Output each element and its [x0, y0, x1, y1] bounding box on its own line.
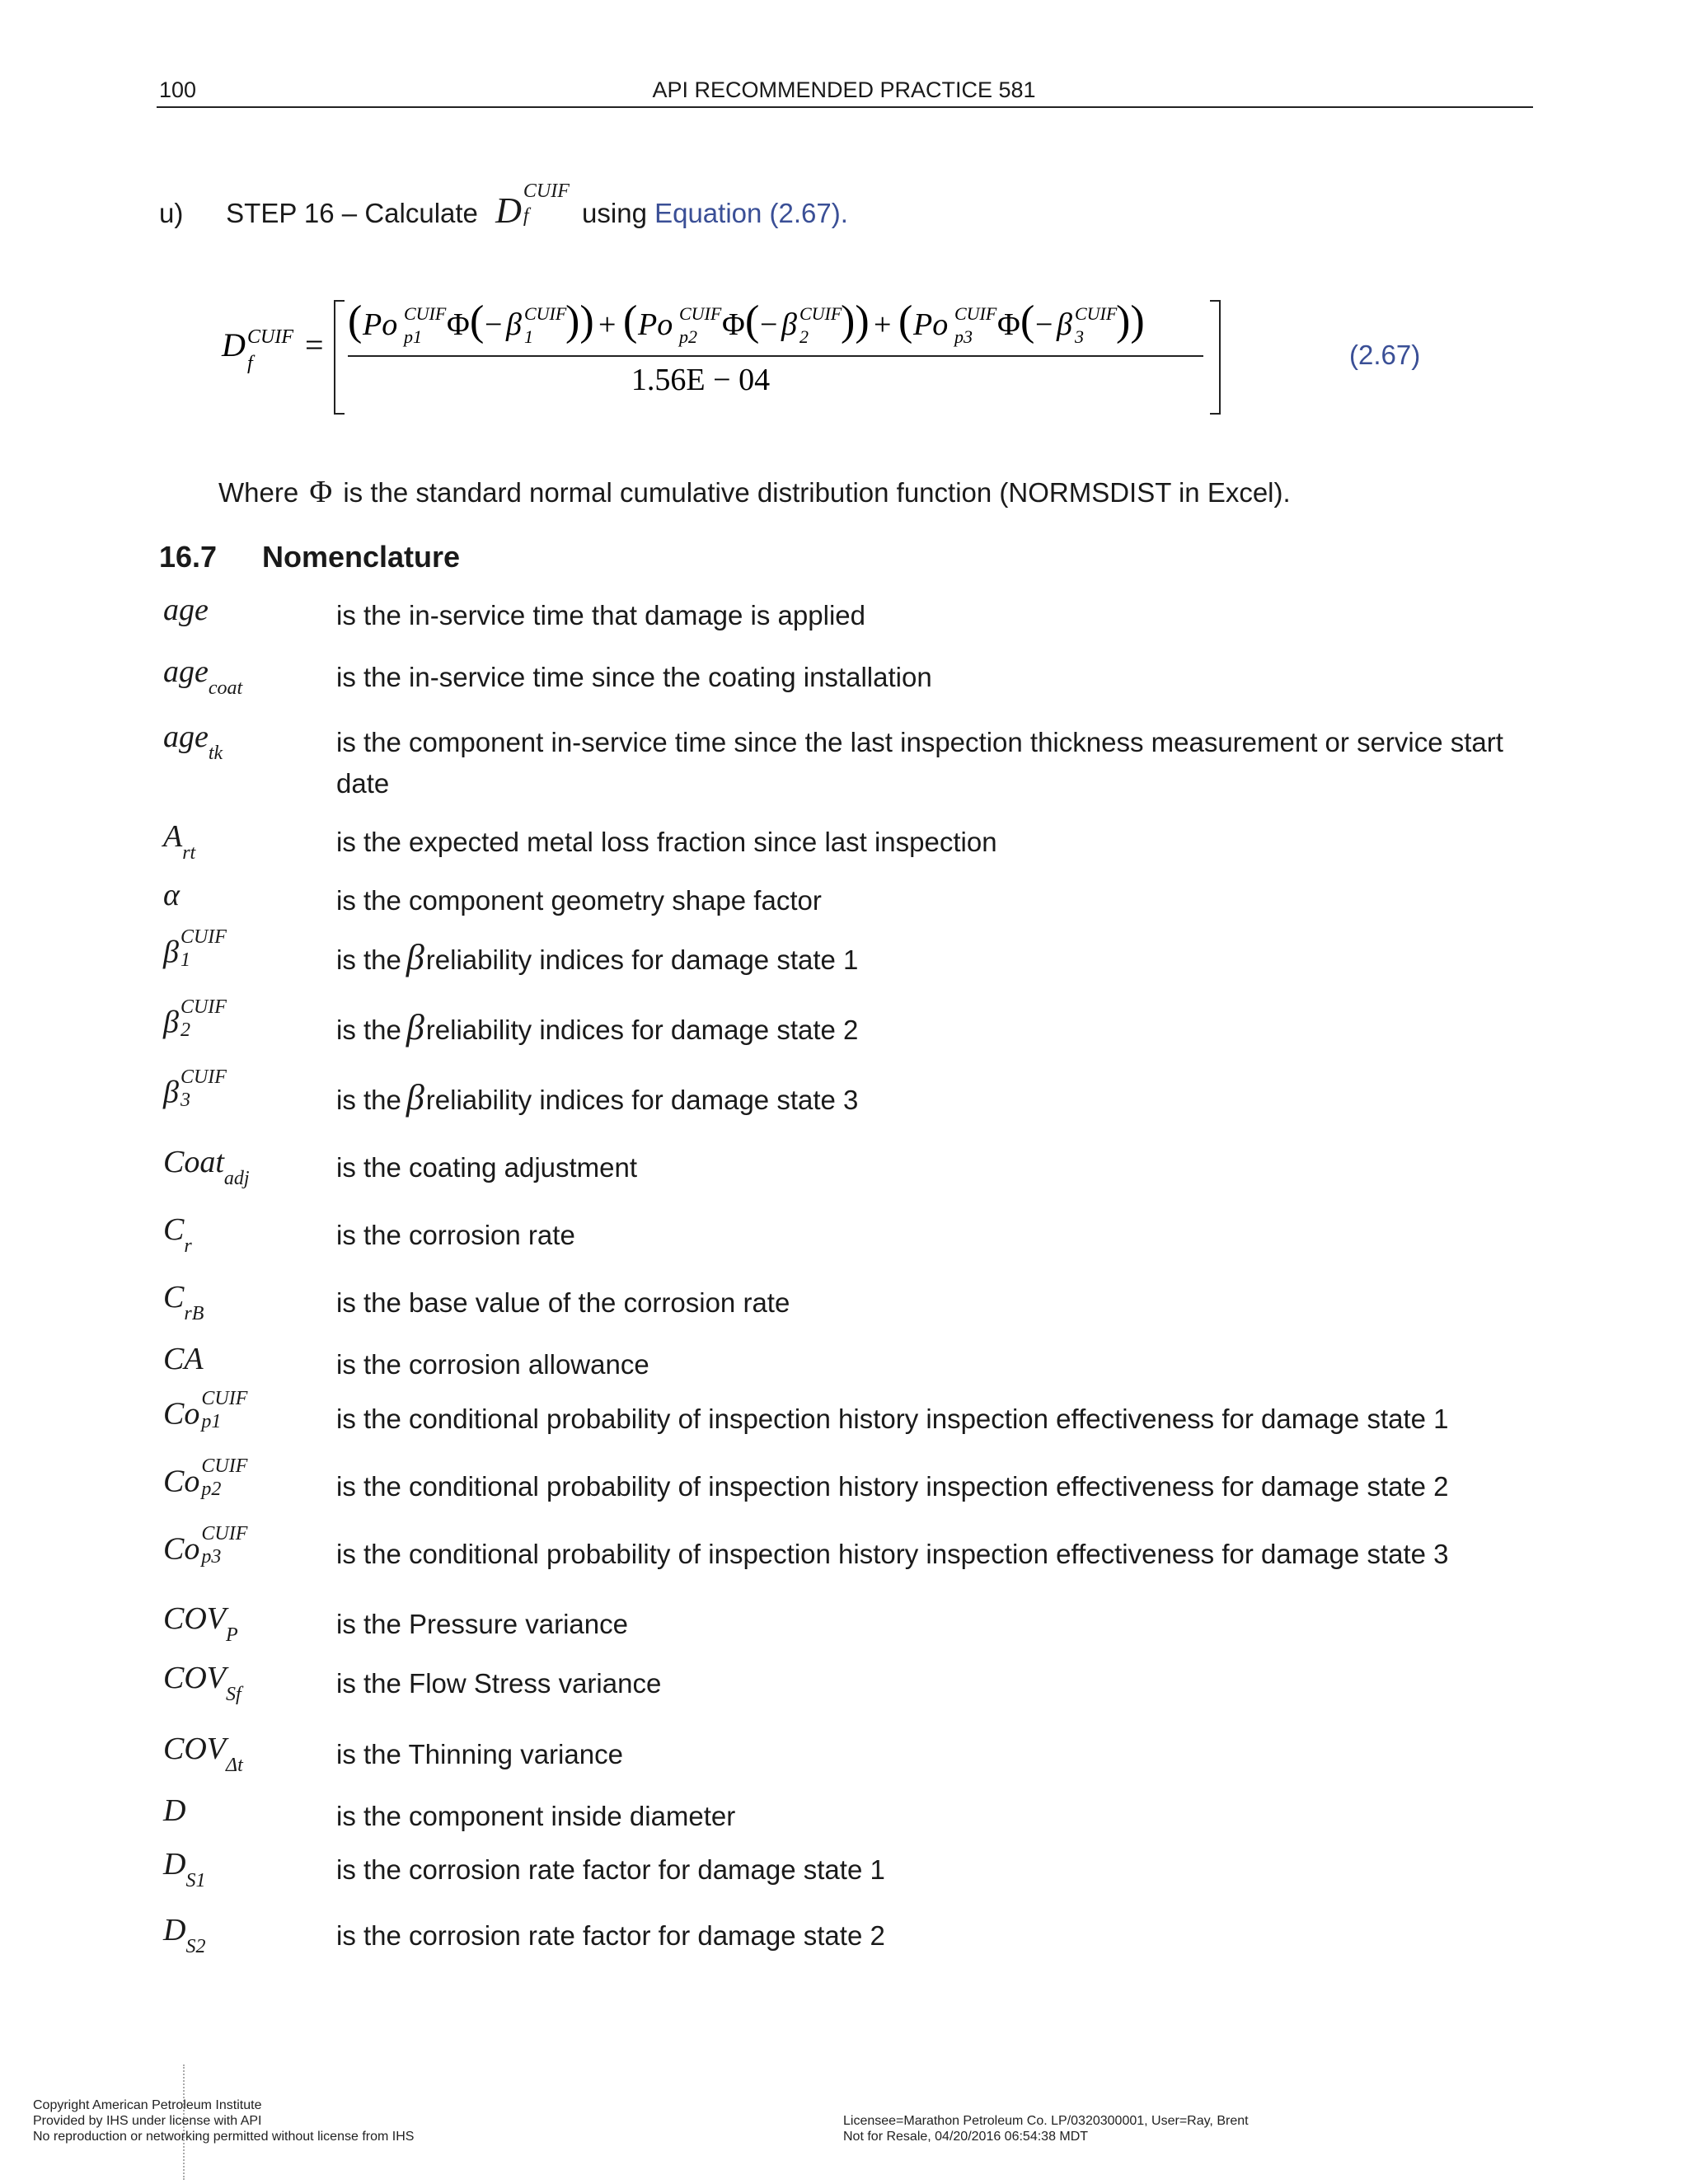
symbol-base: A: [163, 819, 183, 854]
nomenclature-symbol: [163, 877, 180, 913]
where-before: Where: [218, 477, 299, 508]
svg-text:CUIF: CUIF: [404, 303, 447, 324]
description-text: is the component in-service time since the last inspection thickness measurement or service start date: [336, 727, 1503, 799]
footer-left-line: Copyright American Petroleum Institute: [33, 2098, 262, 2112]
svg-text:)): )): [841, 298, 870, 344]
symbol-base: C: [163, 1280, 185, 1315]
symbol-base: β: [163, 935, 179, 970]
nomenclature-description: [336, 657, 1540, 698]
step-symbol-sub: f: [523, 205, 529, 227]
svg-text:1: 1: [524, 326, 533, 347]
nomenclature-symbol: [163, 1066, 227, 1117]
footer-left-line: Provided by IHS under license with API: [33, 2114, 262, 2128]
eq-numerator: [348, 298, 1145, 347]
svg-text:Φ: Φ: [447, 307, 470, 342]
svg-text:CUIF: CUIF: [799, 303, 842, 324]
description-text: is the conditional probability of inspection history inspection effectiveness for damage state 3: [336, 1539, 1449, 1569]
svg-text:CUIF: CUIF: [524, 303, 567, 324]
symbol-sup: CUIF: [201, 1523, 248, 1544]
symbol-base: COV: [163, 1661, 226, 1695]
section-heading: [159, 540, 460, 574]
symbol-sub: S1: [185, 1869, 206, 1891]
symbol-base: age: [163, 719, 209, 754]
nomenclature-description: [336, 822, 1540, 863]
phi-symbol: Φ: [309, 475, 333, 509]
description-text: is the conditional probability of inspection history inspection effectiveness for damage state 2: [336, 1471, 1449, 1502]
symbol-sub: S2: [185, 1935, 206, 1957]
symbol-sub: adj: [223, 1167, 250, 1189]
symbol-base: Co: [163, 1531, 200, 1567]
symbol-sub: p3: [201, 1546, 222, 1568]
symbol-sub: Sf: [226, 1683, 241, 1705]
nomenclature-symbol: [163, 1455, 248, 1506]
nomenclature-description: [336, 1915, 1540, 1957]
description-text: reliability indices for damage state 3: [425, 1085, 859, 1115]
nomenclature-description: [336, 1282, 1540, 1324]
symbol-sub: Δt: [226, 1754, 243, 1776]
nomenclature-symbol: [163, 1388, 248, 1438]
nomenclature-description: [336, 1796, 1540, 1837]
svg-text:)): )): [1116, 298, 1145, 344]
description-text: is the Thinning variance: [336, 1739, 623, 1769]
nomenclature-symbol: [163, 1793, 185, 1829]
step-label: u): [159, 198, 184, 228]
svg-text:β: β: [781, 307, 797, 342]
svg-text:p2: p2: [679, 326, 697, 347]
step-symbol-sup: CUIF: [523, 180, 570, 203]
description-text: is the corrosion rate: [336, 1220, 575, 1250]
symbol-base: D: [163, 1847, 186, 1882]
nomenclature-symbol: [163, 1846, 206, 1891]
description-text: is the coating adjustment: [336, 1152, 638, 1183]
footer-left: [33, 2097, 414, 2144]
svg-text:2: 2: [799, 326, 809, 347]
description-text: is the expected metal loss fraction since last inspection: [336, 827, 997, 857]
svg-text:Po: Po: [638, 307, 673, 342]
symbol-base: β: [163, 1005, 179, 1040]
svg-text:Po: Po: [363, 307, 398, 342]
svg-text:−: −: [760, 307, 778, 342]
nomenclature-symbol: [163, 996, 227, 1047]
svg-text:Po: Po: [913, 307, 949, 342]
symbol-base: α: [163, 878, 180, 912]
symbol-base: Co: [163, 1464, 200, 1499]
nomenclature-symbol: [163, 1731, 243, 1776]
svg-text:p3: p3: [954, 326, 973, 347]
description-prefix: is the: [336, 1015, 401, 1045]
svg-text:CUIF: CUIF: [954, 303, 997, 324]
symbol-base: COV: [163, 1601, 226, 1636]
svg-text:CUIF: CUIF: [679, 303, 722, 324]
svg-text:+: +: [598, 307, 617, 342]
nomenclature-description: [336, 1147, 1540, 1188]
symbol-sub: tk: [208, 742, 223, 764]
nomenclature-symbol: [163, 592, 209, 628]
footer-right: [843, 2113, 1249, 2144]
footer-right-line: Licensee=Marathon Petroleum Co. LP/0320300001, User=Ray, Brent: [843, 2114, 1249, 2128]
where-line: [218, 474, 1291, 510]
description-text: reliability indices for damage state 2: [425, 1015, 859, 1045]
svg-text:(: (: [745, 298, 760, 344]
svg-text:Φ: Φ: [997, 307, 1020, 342]
symbol-base: β: [163, 1075, 179, 1110]
eq-lhs-sup: CUIF: [247, 326, 293, 348]
symbol-sub: p1: [201, 1411, 222, 1432]
symbol-sup: CUIF: [201, 1388, 248, 1409]
description-text: is the component geometry shape factor: [336, 885, 822, 916]
symbol-sub: r: [184, 1235, 192, 1257]
symbol-sup: CUIF: [180, 996, 227, 1018]
nomenclature-description: [336, 1399, 1540, 1440]
nomenclature-symbol: [163, 654, 243, 699]
nomenclature-symbol: [163, 1523, 248, 1573]
running-header-text: API RECOMMENDED PRACTICE 581: [652, 77, 1036, 102]
beta-symbol: β: [406, 1007, 424, 1047]
description-text: is the Pressure variance: [336, 1609, 628, 1639]
nomenclature-description: [336, 880, 1540, 921]
symbol-sub: rB: [184, 1302, 204, 1324]
step-symbol: D: [495, 190, 522, 231]
svg-text:+: +: [874, 307, 892, 342]
symbol-sub: 2: [180, 1019, 190, 1041]
eq-lhs: D: [222, 326, 246, 363]
nomenclature-description: [336, 1849, 1540, 1891]
nomenclature-symbol: [163, 1912, 206, 1957]
nomenclature-description: [336, 1344, 1540, 1385]
step-text-using: using: [582, 198, 647, 228]
footer-left-line: No reproduction or networking permitted without license from IHS: [33, 2130, 415, 2144]
svg-text:−: −: [485, 307, 503, 342]
svg-text:−: −: [1035, 307, 1053, 342]
nomenclature-symbol: [163, 818, 196, 864]
eq-denominator: 1.56E − 04: [631, 363, 771, 397]
where-after: is the standard normal cumulative distribution function (NORMSDIST in Excel).: [343, 477, 1291, 508]
nomenclature-symbol: [163, 1660, 241, 1705]
nomenclature-symbol: [163, 719, 223, 764]
symbol-base: Coat: [163, 1145, 224, 1179]
symbol-base: CA: [163, 1342, 204, 1376]
header-rule: [157, 106, 1533, 108]
symbol-sup: CUIF: [180, 1066, 227, 1088]
symbol-sub: coat: [208, 677, 243, 699]
nomenclature-description: [336, 1604, 1540, 1645]
symbol-base: age: [163, 654, 209, 689]
description-text: is the corrosion rate factor for damage state 2: [336, 1920, 885, 1951]
nomenclature-description: [336, 1215, 1540, 1256]
symbol-base: D: [163, 1793, 186, 1828]
step-text: STEP 16 – Calculate: [226, 198, 478, 228]
equation-2-67: [206, 288, 1236, 429]
svg-text:p1: p1: [404, 326, 422, 347]
symbol-base: COV: [163, 1732, 226, 1766]
nomenclature-description: [336, 937, 1540, 981]
description-prefix: is the: [336, 944, 401, 975]
nomenclature-symbol: [163, 1212, 192, 1257]
nomenclature-description: [336, 1466, 1540, 1507]
description-prefix: is the: [336, 1085, 401, 1115]
symbol-sub: P: [226, 1624, 238, 1646]
svg-text:(: (: [1020, 298, 1035, 344]
svg-text:β: β: [506, 307, 522, 342]
symbol-sub: 1: [180, 949, 190, 971]
nomenclature-description: [336, 1734, 1540, 1775]
svg-text:(: (: [898, 298, 913, 344]
eq-left-bracket: [335, 301, 345, 414]
running-header: [0, 77, 1688, 103]
nomenclature-symbol: [163, 1601, 238, 1646]
eq-right-bracket: [1210, 301, 1220, 414]
symbol-sub: p2: [201, 1479, 222, 1500]
description-text: is the component inside diameter: [336, 1801, 736, 1831]
nomenclature-description: [336, 1534, 1540, 1575]
svg-text:(: (: [348, 298, 363, 344]
symbol-sub: rt: [182, 841, 196, 864]
step-16-line: [159, 180, 848, 237]
description-text: is the in-service time that damage is applied: [336, 600, 865, 630]
description-text: is the conditional probability of inspection history inspection effectiveness for damage state 1: [336, 1404, 1449, 1434]
svg-text:β: β: [1057, 307, 1072, 342]
description-text: reliability indices for damage state 1: [425, 944, 859, 975]
section-number: 16.7: [159, 540, 218, 574]
eq-equals: =: [305, 326, 324, 363]
symbol-base: Co: [163, 1396, 200, 1432]
nomenclature-description: [336, 722, 1540, 804]
svg-text:)): )): [565, 298, 594, 344]
nomenclature-description: [336, 1007, 1540, 1051]
nomenclature-symbol: [163, 926, 227, 977]
svg-text:(: (: [470, 298, 485, 344]
description-text: is the base value of the corrosion rate: [336, 1287, 790, 1318]
symbol-sup: CUIF: [201, 1455, 248, 1477]
equation-number: (2.67): [1349, 340, 1421, 370]
svg-text:Φ: Φ: [722, 307, 745, 342]
symbol-sup: CUIF: [180, 926, 227, 948]
equation-link[interactable]: Equation (2.67).: [654, 198, 848, 228]
svg-text:3: 3: [1075, 326, 1084, 347]
section-title: Nomenclature: [262, 540, 461, 574]
description-text: is the in-service time since the coating installation: [336, 662, 932, 692]
eq-lhs-sub: f: [247, 353, 253, 374]
symbol-base: D: [163, 1913, 186, 1947]
nomenclature-symbol: [163, 1341, 204, 1377]
nomenclature-description: [336, 1077, 1540, 1121]
nomenclature-symbol: [163, 1279, 204, 1324]
description-text: is the Flow Stress variance: [336, 1668, 662, 1699]
beta-symbol: β: [406, 1077, 424, 1118]
symbol-base: C: [163, 1212, 185, 1247]
symbol-base: age: [163, 593, 209, 627]
description-text: is the corrosion allowance: [336, 1349, 649, 1380]
nomenclature-description: [336, 595, 1540, 636]
nomenclature-symbol: [163, 1144, 250, 1189]
svg-text:CUIF: CUIF: [1075, 303, 1118, 324]
symbol-sub: 3: [180, 1090, 190, 1111]
nomenclature-description: [336, 1663, 1540, 1704]
description-text: is the corrosion rate factor for damage state 1: [336, 1854, 885, 1885]
page-number: 100: [159, 77, 197, 102]
beta-symbol: β: [406, 937, 424, 977]
footer-right-line: Not for Resale, 04/20/2016 06:54:38 MDT: [843, 2130, 1089, 2144]
svg-text:(: (: [623, 298, 638, 344]
